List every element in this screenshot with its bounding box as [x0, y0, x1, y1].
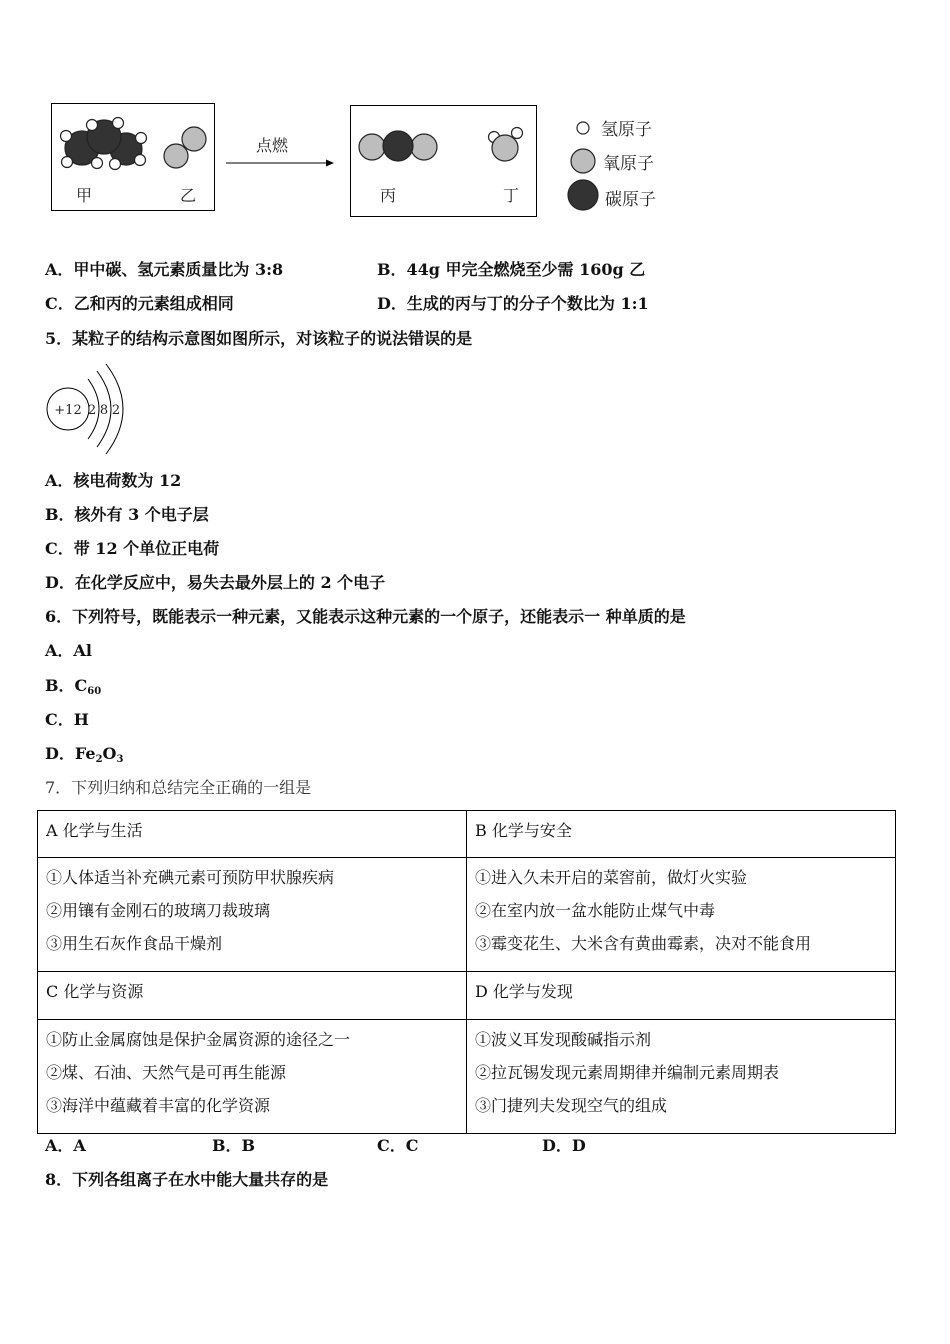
shell-1-electrons: 2 [87, 403, 97, 418]
q7-choice-d: D．D [542, 1136, 586, 1155]
group-b-title: B 化学与安全 [467, 811, 896, 858]
hydrogen-atom [87, 120, 98, 131]
atom-legend [568, 120, 656, 210]
hydrogen-atom [62, 157, 73, 168]
q7-choice-b: B．B [212, 1136, 256, 1155]
list-item: ②拉瓦锡发现元素周期律并编制元素周期表 [475, 1063, 780, 1082]
legend-carbon-icon [568, 180, 598, 210]
q5-option-b: B．核外有 3 个电子层 [45, 505, 209, 524]
list-item: ①防止金属腐蚀是保护金属资源的途径之一 [46, 1030, 351, 1049]
hydrogen-atom [136, 133, 147, 144]
label-yi: 乙 [179, 186, 197, 205]
option-label: C． [45, 710, 74, 729]
legend-hydrogen-label: 氢原子 [601, 120, 652, 140]
formula-subscript: 3 [116, 754, 124, 765]
group-c-title: C 化学与资源 [38, 972, 467, 1020]
option-label: D． [45, 744, 75, 763]
group-d-title: D 化学与发现 [467, 972, 896, 1020]
q7-stem: 7．下列归纳和总结完全正确的一组是 [45, 778, 312, 797]
hydrogen-atom [110, 159, 121, 170]
molecule-ding [489, 128, 523, 162]
list-item: ②在室内放一盆水能防止煤气中毒 [475, 901, 716, 920]
group-b-items [467, 858, 896, 972]
shell-3-electrons: 2 [111, 403, 121, 418]
list-item: ③用生石灰作食品干燥剂 [46, 934, 223, 953]
oxygen-atom [164, 144, 188, 168]
molecule-bing [359, 131, 437, 161]
q5-option-d: D．在化学反应中，易失去最外层上的 2 个电子 [45, 573, 386, 592]
nuclear-charge-label: +12 [54, 403, 82, 418]
arrow-head-icon [326, 160, 334, 167]
list-item: ①波义耳发现酸碱指示剂 [475, 1030, 652, 1049]
chemical-formula: C [74, 676, 88, 695]
chemical-formula: H [73, 710, 89, 729]
q6-option-b [45, 676, 101, 696]
group-a-title: A 化学与生活 [38, 811, 467, 858]
legend-carbon-label: 碳原子 [605, 190, 656, 210]
q6-option-c [45, 710, 89, 730]
q4-option-a: A．甲中碳、氢元素质量比为 3:8 [45, 260, 284, 279]
chemical-formula: Fe [74, 744, 96, 763]
q5-stem: 5．某粒子的结构示意图如图所示，对该粒子的说法错误的是 [45, 329, 473, 348]
q8-stem: 8．下列各组离子在水中能大量共存的是 [45, 1170, 329, 1189]
hydrogen-atom [135, 155, 146, 166]
formula-subscript: 2 [95, 754, 103, 765]
q7-summary-table [37, 810, 896, 1134]
label-bing: 丙 [379, 186, 397, 205]
list-item: ①人体适当补充碘元素可预防甲状腺疾病 [46, 868, 335, 887]
q6-option-d [45, 744, 123, 764]
legend-hydrogen-icon [577, 122, 589, 134]
q6-option-a [45, 641, 92, 661]
molecule-yi [164, 127, 206, 168]
label-jia: 甲 [75, 186, 93, 205]
q7-choice-a: A．A [45, 1136, 86, 1155]
oxygen-atom [411, 134, 437, 160]
hydrogen-atom [92, 158, 103, 169]
hydrogen-atom [512, 128, 523, 139]
chemical-formula: Al [73, 641, 92, 660]
hydrogen-atom [61, 131, 72, 142]
legend-oxygen-icon [571, 149, 595, 173]
oxygen-atom [359, 134, 385, 160]
oxygen-atom [492, 135, 518, 161]
q7-choice-c: C．C [377, 1136, 419, 1155]
option-label: A． [45, 641, 74, 660]
option-label: B． [45, 676, 75, 695]
q5-option-c: C．带 12 个单位正电荷 [45, 539, 220, 558]
group-a-items [38, 858, 467, 972]
particle-structure-diagram [42, 362, 127, 458]
formula-subscript: 60 [87, 686, 102, 697]
list-item: ③门捷列夫发现空气的组成 [475, 1096, 668, 1115]
reaction-condition-label: 点燃 [255, 136, 289, 155]
list-item: ②用镶有金刚石的玻璃刀裁玻璃 [46, 901, 271, 920]
oxygen-atom [182, 127, 206, 151]
legend-oxygen-label: 氧原子 [603, 154, 654, 174]
shell-2-electrons: 8 [99, 403, 109, 418]
molecule-jia [61, 118, 147, 170]
group-c-items [38, 1020, 467, 1134]
q4-option-b: B．44g 甲完全燃烧至少需 160g 乙 [377, 260, 646, 279]
q4-option-d: D．生成的丙与丁的分子个数比为 1:1 [377, 294, 649, 313]
hydrogen-atom [113, 118, 124, 129]
list-item: ③霉变花生、大米含有黄曲霉素，决对不能食用 [475, 934, 812, 953]
reaction-diagram [0, 0, 950, 240]
q6-stem: 6．下列符号，既能表示一种元素，又能表示这种元素的一个原子，还能表示一 种单质的是 [45, 607, 686, 626]
q5-option-a: A．核电荷数为 12 [45, 471, 182, 490]
carbon-atom [383, 131, 413, 161]
chemical-formula: O [102, 744, 117, 763]
label-ding: 丁 [502, 186, 520, 205]
group-d-items [467, 1020, 896, 1134]
list-item: ②煤、石油、天然气是可再生能源 [46, 1063, 287, 1082]
list-item: ①进入久未开启的菜窖前，做灯火实验 [475, 868, 748, 887]
q4-option-c: C．乙和丙的元素组成相同 [45, 294, 234, 313]
list-item: ③海洋中蕴藏着丰富的化学资源 [46, 1096, 271, 1115]
